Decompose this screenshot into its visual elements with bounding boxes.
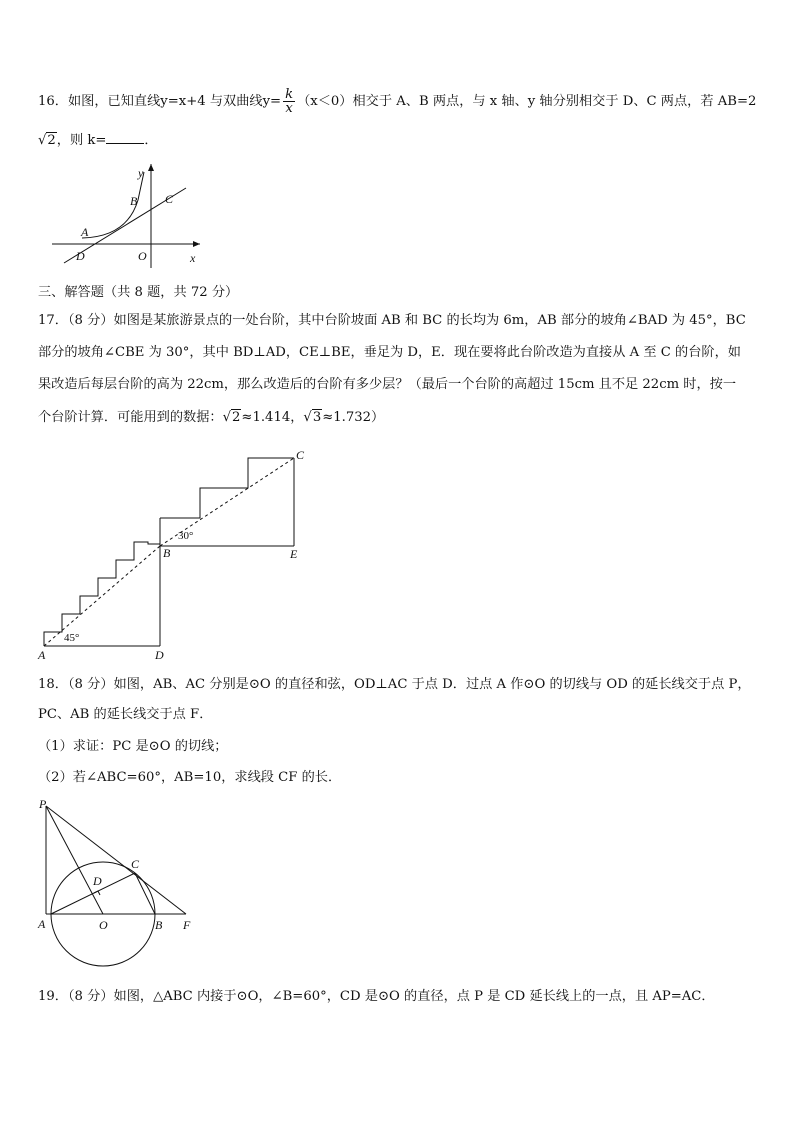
q16-frac-num: k [285, 87, 294, 102]
q16-figure [52, 160, 204, 274]
q16-label-C: C [165, 192, 174, 206]
q16-line1 [38, 88, 756, 115]
q17-angle-45: 45° [64, 632, 80, 644]
q16-text-part3: ，则 k= [56, 133, 107, 148]
q16-label-D: D [76, 249, 85, 263]
q16-answer-blank [106, 131, 144, 144]
q17-sqrt2-radicand: 2 [232, 410, 241, 425]
q16-label-B: B [130, 194, 138, 208]
section-heading: 三、解答题（共 8 题，共 72 分） [38, 285, 239, 300]
q16-sqrt-radicand: 2 [47, 133, 56, 148]
q18-sub2: （2）若∠ABC=60°，AB=10，求线段 CF 的长． [38, 770, 342, 785]
q17-label-D: D [155, 648, 164, 662]
q17-line4 [38, 409, 384, 427]
q18-label-D: D [93, 874, 102, 888]
q18-label-O: O [99, 918, 108, 932]
q18-label-F: F [183, 918, 191, 932]
q17-angle-30: 30° [178, 530, 194, 542]
q18-sub1: （1）求证：PC 是⊙O 的切线； [38, 739, 228, 754]
q18-line1: 18．（8 分）如图，AB、AC 分别是⊙O 的直径和弦，OD⊥AC 于点 D．过点 A 作⊙O 的切线与 OD 的延长线交于点 P， [38, 677, 751, 692]
q16-text-part1: 16．如图，已知直线y=x+4 与双曲线y= [38, 94, 282, 109]
q16-sqrt [38, 132, 57, 148]
q17-label-E: E [290, 547, 298, 561]
q18-line2: PC、AB 的延长线交于点 F． [38, 707, 213, 722]
q16-label-O: O [138, 249, 147, 263]
q19-line1: 19．（8 分）如图，△ABC 内接于⊙O，∠B=60°，CD 是⊙O 的直径，点 P 是 CD 延长线上的一点，且 AP=AC． [38, 989, 715, 1004]
q16-text-part2: （x＜0）相交于 A、B 两点，与 x 轴、y 轴分别相交于 D、C 两点，若 AB=2 [297, 94, 757, 109]
q17-label-B: B [163, 546, 171, 560]
q16-label-x: x [190, 251, 196, 265]
q17-label-C: C [296, 448, 305, 462]
q17-line4-b: ≈1.414， [241, 410, 304, 425]
q16-label-y: y [138, 166, 144, 180]
q17-line1: 17．（8 分）如图是某旅游景点的一处台阶，其中台阶坡面 AB 和 BC 的长均为 6m，AB 部分的坡角∠BAD 为 45°，BC [38, 313, 746, 328]
q17-sqrt3-radicand: 3 [312, 410, 322, 425]
q16-frac-den: x [285, 101, 293, 116]
q18-figure [34, 796, 204, 980]
q18-label-P: P [39, 797, 47, 811]
q17-sqrt3: √3 [303, 410, 322, 425]
q18-label-C: C [131, 857, 140, 871]
q17-line2: 部分的坡角∠CBE 为 30°，其中 BD⊥AD，CE⊥BE，垂足为 D，E．现在要将此台阶改造为直接从 A 至 C 的台阶，如 [38, 345, 741, 360]
sqrt-symbol: √ [38, 133, 47, 148]
q17-label-A: A [38, 648, 46, 662]
q16-text-part4: ． [144, 133, 158, 148]
q16-fraction [283, 88, 295, 115]
q18-label-B: B [155, 918, 163, 932]
q17-figure [34, 446, 324, 670]
q16-line2 [38, 131, 158, 150]
q18-label-A: A [38, 917, 46, 931]
q17-sqrt2: √2 [222, 410, 241, 425]
q17-line3: 果改造后每层台阶的高为 22cm，那么改造后的台阶有多少层？（最后一个台阶的高超过 15cm 且不足 22cm 时，按一 [38, 377, 737, 392]
q17-line4-c: ≈1.732） [322, 410, 385, 425]
q17-line4-a: 个台阶计算．可能用到的数据： [38, 410, 223, 425]
q16-label-A: A [81, 225, 89, 239]
